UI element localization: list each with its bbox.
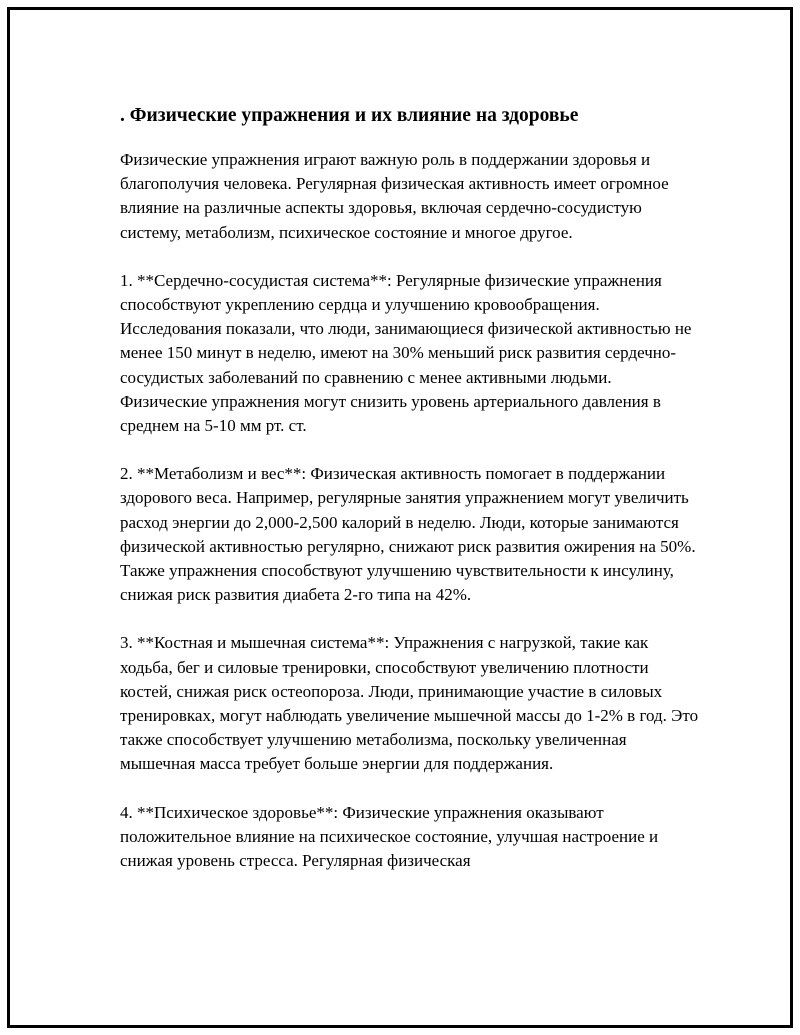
metabolism-paragraph: 2. **Метаболизм и вес**: Физическая активность помогает в поддержании здорового веса. Например, регулярные занятия упражнением могут увеличить расход энергии до 2,000-2,500 калорий в неделю. Люди, которые занимаются физической активностью регулярно, снижают риск развития ожирения на 50%. Также упражнения способствуют улучшению чувствительности к инсулину, снижая риск развития диабета 2-го типа на 42%. bbox=[120, 464, 696, 605]
intro-paragraph: Физические упражнения играют важную роль в поддержании здоровья и благополучия человека. Регулярная физическая активность имеет огромное влияние на различные аспекты здоровья, включая сердечно-сосудистую систему, метаболизм, психическое состояние и многое другое. bbox=[120, 150, 669, 242]
bone-muscle-paragraph: 3. **Костная и мышечная система**: Упражнения с нагрузкой, такие как ходьба, бег и силовые тренировки, способствуют увеличению плотности костей, снижая риск остеопороза. Люди, принимающие участие в силовых тренировках, могут наблюдать увеличение мышечной массы до 1-2% в год. Это также способствует улучшению метаболизма, поскольку увеличенная мышечная масса требует больше энергии для поддержания. bbox=[120, 633, 699, 774]
cardiovascular-paragraph: 1. **Сердечно-сосудистая система**: Регулярные физические упражнения способствуют укреплению сердца и улучшению кровообращения. Исследования показали, что люди, занимающиеся физической активностью не менее 150 минут в неделю, имеют на 30% меньший риск развития сердечно-сосудистых заболеваний по сравнению с менее активными людьми. Физические упражнения могут снизить уровень артериального давления в среднем на 5-10 мм рт. ст. bbox=[120, 270, 692, 436]
page-frame bbox=[7, 7, 793, 1028]
mental-health-paragraph: 4. **Психическое здоровье**: Физические упражнения оказывают положительное влияние на психическое состояние, улучшая настроение и снижая уровень стресса. Регулярная физическая bbox=[120, 802, 659, 871]
document-title: . Физические упражнения и их влияние на здоровье bbox=[120, 105, 579, 126]
document-body bbox=[120, 98, 700, 897]
